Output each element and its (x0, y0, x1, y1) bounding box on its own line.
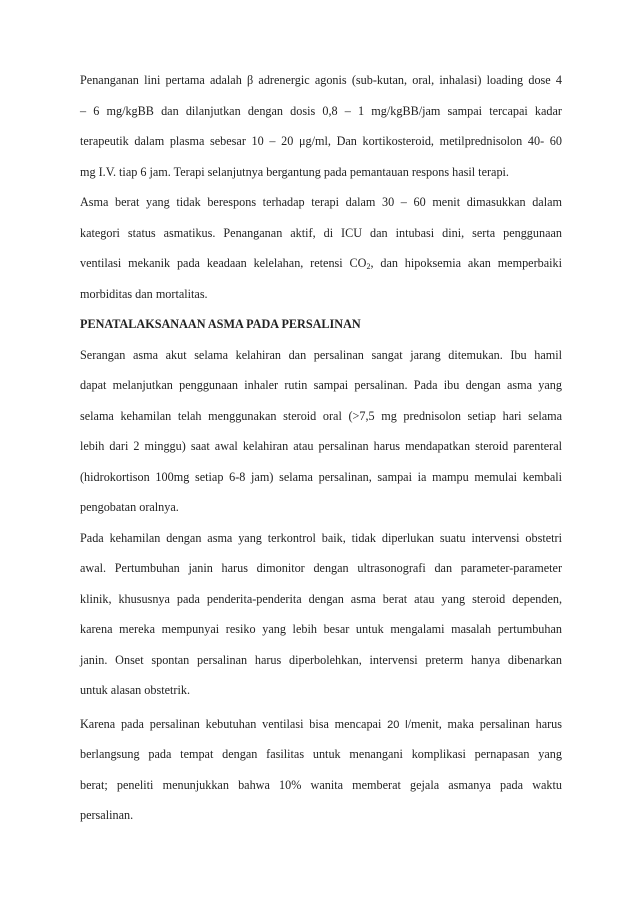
paragraph-1-line-2: – 6 mg/kgBB dan dilanjutkan dengan dosis 0,8 – 1 mg/kgBB/jam sampai tercapai kadar (80, 104, 562, 118)
co2-subscript: 2 (366, 262, 371, 271)
paragraph-4-line-2: awal. Pertumbuhan janin harus dimonitor dengan ultrasonografi dan parameter-parameter (80, 561, 562, 575)
paragraph-1-line-1: Penanganan lini pertama adalah β adrenergic agonis (sub-kutan, oral, inhalasi) loading dose 4 (80, 73, 562, 87)
paragraph-5-line-3: berat; peneliti menunjukkan bahwa 10% wanita memberat gejala asmanya pada waktu (80, 778, 562, 792)
paragraph-4-line-6: untuk alasan obstetrik. (80, 683, 191, 697)
paragraph-3-line-3: selama kehamilan telah menggunakan steroid oral (>7,5 mg prednisolon setiap hari selama (80, 409, 562, 423)
paragraph-3-line-2: dapat melanjutkan penggunaan inhaler rutin sampai persalinan. Pada ibu dengan asma yang (80, 378, 562, 392)
paragraph-5-line-1-before: Karena pada persalinan kebutuhan ventilasi bisa mencapai (80, 717, 388, 731)
paragraph-4-line-3: klinik, khususnya pada penderita-penderita dengan asma berat atau yang steroid dependen, (80, 592, 562, 606)
paragraph-3-line-5: (hidrokortison 100mg setiap 6-8 jam) selama persalinan, sampai ia mampu memulai kembali (80, 470, 562, 484)
paragraph-5-line-1 (80, 716, 562, 732)
paragraph-5-line-2: berlangsung pada tempat dengan fasilitas untuk menangani komplikasi pernapasan yang (80, 747, 562, 761)
paragraph-2-line-2: kategori status asmatikus. Penanganan aktif, di ICU dan intubasi dini, serta penggunaan (80, 226, 562, 240)
paragraph-3-line-4: lebih dari 2 minggu) saat awal kelahiran atau persalinan harus mendapatkan steroid parenteral (80, 439, 562, 453)
paragraph-1-line-3: terapeutik dalam plasma sebesar 10 – 20 μg/ml, Dan kortikosteroid, metilprednisolon 40- 60 (80, 134, 562, 148)
ventilation-value: 20 l (387, 719, 408, 731)
paragraph-2-line-1: Asma berat yang tidak berespons terhadap terapi dalam 30 – 60 menit dimasukkan dalam (80, 195, 562, 209)
paragraph-2-line-3 (80, 255, 562, 271)
paragraph-1-line-4: mg I.V. tiap 6 jam. Terapi selanjutnya bergantung pada pemantauan respons hasil terapi. (80, 165, 509, 179)
paragraph-3-line-1: Serangan asma akut selama kelahiran dan persalinan sangat jarang ditemukan. Ibu hamil (80, 348, 562, 362)
paragraph-2-line-4: morbiditas dan mortalitas. (80, 287, 208, 301)
paragraph-5-line-1-after: /menit, maka persalinan harus (407, 717, 562, 731)
paragraph-4-line-4: karena mereka mempunyai resiko yang lebih besar untuk mengalami masalah pertumbuhan (80, 622, 562, 636)
section-heading: PENATALAKSANAAN ASMA PADA PERSALINAN (80, 317, 361, 331)
paragraph-5-line-4: persalinan. (80, 808, 134, 822)
paragraph-2-line-3-after: , dan hipoksemia akan memperbaiki (370, 256, 562, 270)
paragraph-4-line-5: janin. Onset spontan persalinan harus diperbolehkan, intervensi preterm hanya dibenarkan (80, 653, 562, 667)
paragraph-4-line-1: Pada kehamilan dengan asma yang terkontrol baik, tidak diperlukan suatu intervensi obstetri (80, 531, 562, 545)
paragraph-3-line-6: pengobatan oralnya. (80, 500, 179, 514)
paragraph-2-line-3-before: ventilasi mekanik pada keadaan kelelahan, retensi CO (80, 256, 367, 270)
